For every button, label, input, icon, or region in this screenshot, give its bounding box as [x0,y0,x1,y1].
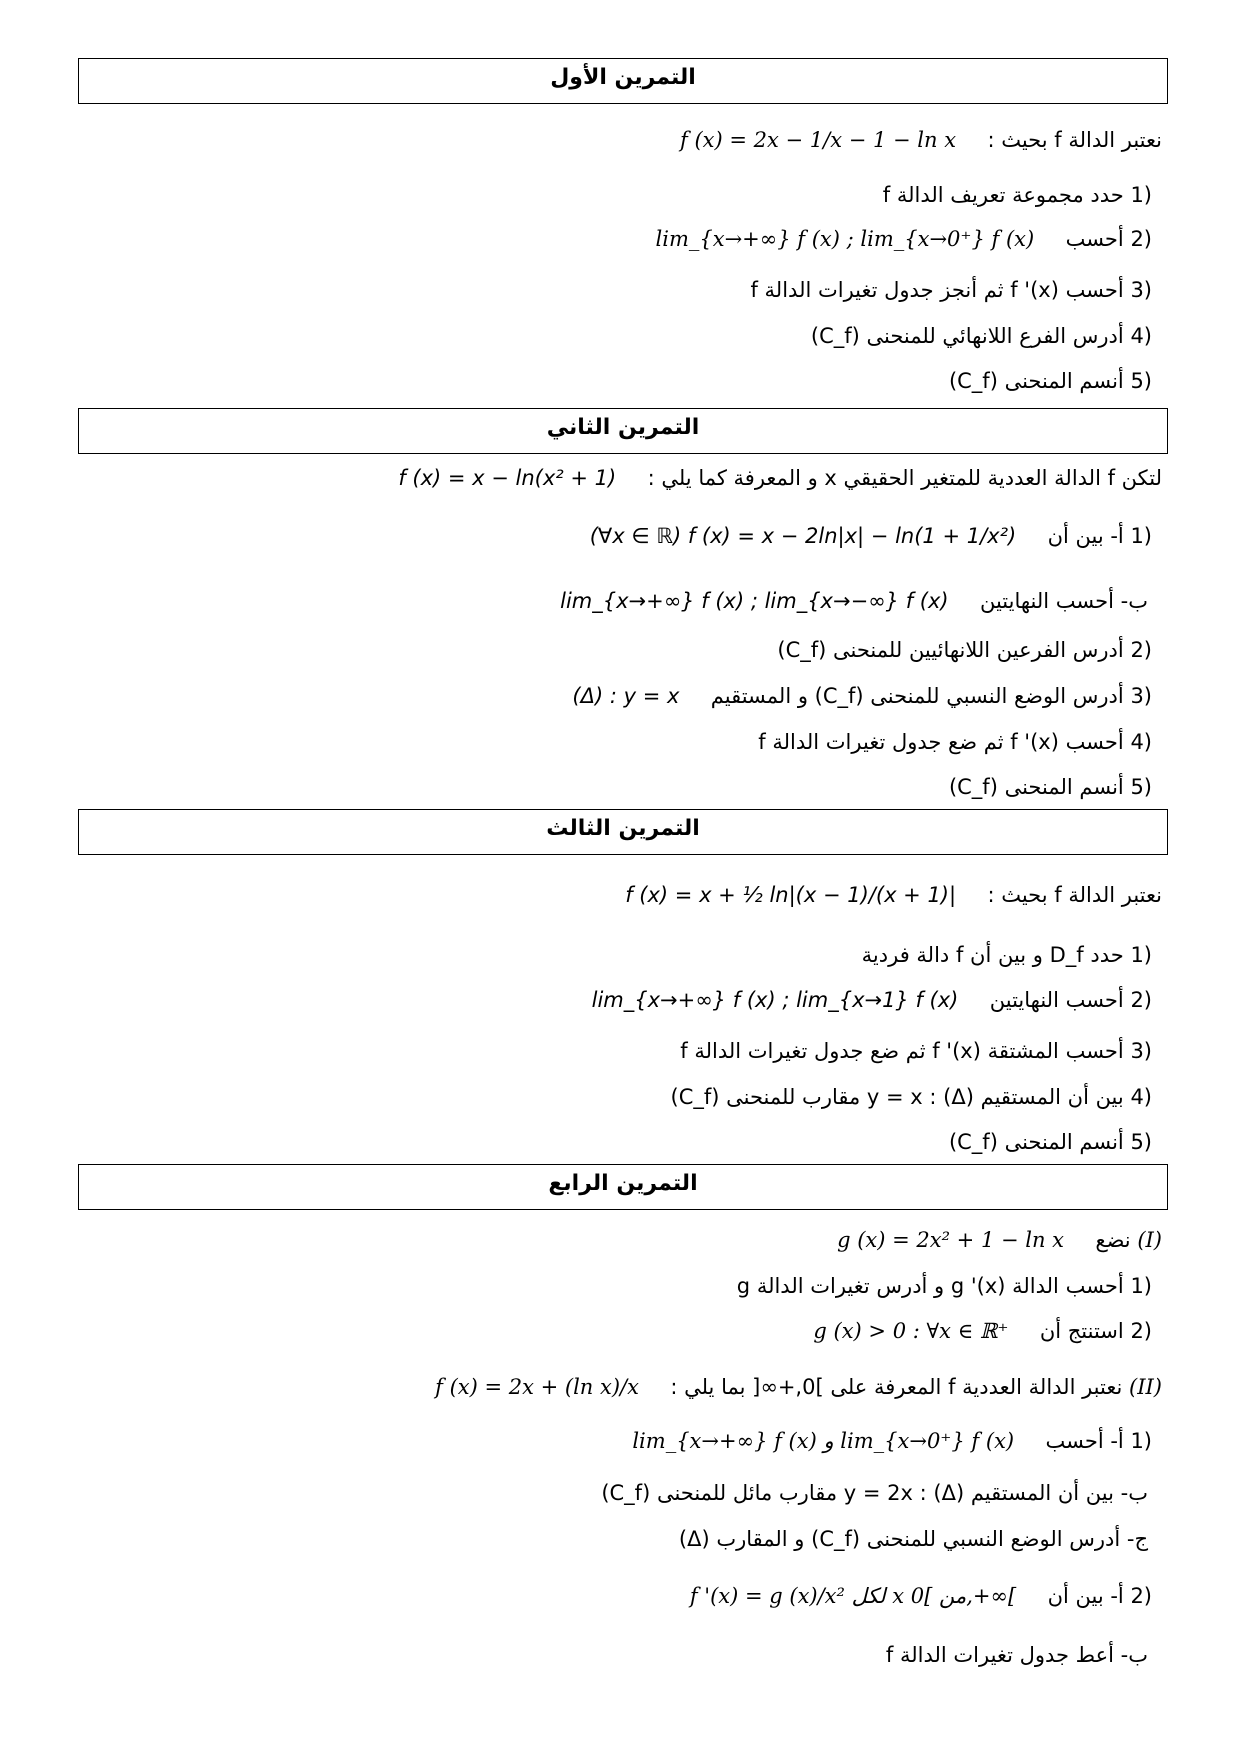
ex1-question-1: 1) حدد مجموعة تعريف الدالة f [882,183,1152,207]
ex4-part-2-question-1a: 1) أ- أحسب lim_{x→+∞} f (x) و lim_{x→0⁺} f (x) [632,1429,1152,1453]
ex1-question-3: 3) أحسب f '(x) ثم أنجز جدول تغيرات الدالة f [750,278,1152,302]
ex2-question-1b: ب- أحسب النهايتين lim_{x→+∞} f (x) ; lim_{x→−∞} f (x) [560,589,1148,613]
ex1-intro-formula: f (x) = 2x − 1/x − 1 − ln x [680,128,957,152]
ex2-question-4: 4) أحسب f '(x) ثم ضع جدول تغيرات الدالة f [758,730,1152,754]
ex1-question-5: 5) أنسم المنحنى (C_f) [948,369,1152,393]
ex4-part-2-question-1b: ب- بين أن المستقيم (Δ) : y = 2x مقارب مائل للمنحنى (C_f) [601,1481,1148,1505]
ex2-question-1a: 1) أ- بين أن (∀x ∈ ℝ) f (x) = x − 2ln|x| − ln(1 + 1/x²) [589,524,1152,548]
ex3-question-3: 3) أحسب المشتقة f '(x) ثم ضع جدول تغيرات الدالة f [680,1039,1152,1063]
ex4-part-2-question-2a: 2) أ- بين أن f '(x) = g (x)/x² لكل x من ]0,+∞[ [689,1584,1152,1608]
ex3-intro-formula: f (x) = x + ½ ln|(x − 1)/(x + 1)| [625,883,957,907]
ex1-question-2: 2) أحسب lim_{x→+∞} f (x) ; lim_{x→0⁺} f (x) [656,224,1152,254]
ex3-question-4: 4) بين أن المستقيم (Δ) : y = x مقارب للمنحنى (C_f) [670,1085,1152,1109]
ex2-question-3: 3) أدرس الوضع النسبي للمنحنى (C_f) و المستقيم (Δ) : y = x [572,684,1152,708]
ex4-part-1-intro: (I) نضع g (x) = 2x² + 1 − ln x [837,1228,1162,1252]
exercise-2-title-box [78,408,1168,454]
ex1-intro-text: نعتبر الدالة f بحيث : [987,128,1162,152]
exercise-1-title-box [78,58,1168,104]
ex2-intro-formula: f (x) = x − ln(x² + 1) [398,466,617,490]
ex2-question-2: 2) أدرس الفرعين اللانهائيين للمنحنى (C_f) [777,638,1152,662]
ex1-intro [680,125,1162,155]
ex3-question-1: 1) حدد D_f و بين أن f دالة فردية [861,943,1152,967]
ex4-part-2-intro: (II) نعتبر الدالة العددية f المعرفة على ]0,+∞[ بما يلي : f (x) = 2x + (ln x)/x [435,1375,1162,1399]
exercise-2-title: التمرين الثاني [546,415,700,440]
ex4-part-2-question-2b: ب- أعط جدول تغيرات الدالة f [885,1643,1148,1667]
ex4-part-1-question-2: 2) استنتج أن g (x) > 0 : ∀x ∈ ℝ⁺ [813,1319,1152,1343]
ex1-q2-limits: lim_{x→+∞} f (x) ; lim_{x→0⁺} f (x) [655,227,1035,251]
ex2-question-5: 5) أنسم المنحنى (C_f) [948,775,1152,799]
ex4-part-1-question-1: 1) أحسب الدالة g '(x) و أدرس تغيرات الدالة g [736,1274,1152,1298]
exercise-3-title: التمرين الثالث [546,816,700,841]
ex3-intro: نعتبر الدالة f بحيث : f (x) = x + ½ ln|(x − 1)/(x + 1)| [625,880,1162,910]
ex4-part-2-question-1c: ج- أدرس الوضع النسبي للمنحنى (C_f) و المقارب (Δ) [678,1527,1148,1551]
ex3-question-5: 5) أنسم المنحنى (C_f) [948,1130,1152,1154]
exercise-1-title: التمرين الأول [550,65,696,90]
exercise-4-title-box [78,1164,1168,1210]
ex1-question-4: 4) أدرس الفرع اللانهائي للمنحنى (C_f) [810,324,1152,348]
exercise-4-title: التمرين الرابع [548,1171,698,1196]
exercise-3-title-box [78,809,1168,855]
ex3-question-2: 2) أحسب النهايتين lim_{x→+∞} f (x) ; lim_{x→1} f (x) [591,988,1152,1012]
ex2-intro: لتكن f الدالة العددية للمتغير الحقيقي x و المعرفة كما يلي : f (x) = x − ln(x² + 1) [398,463,1162,493]
